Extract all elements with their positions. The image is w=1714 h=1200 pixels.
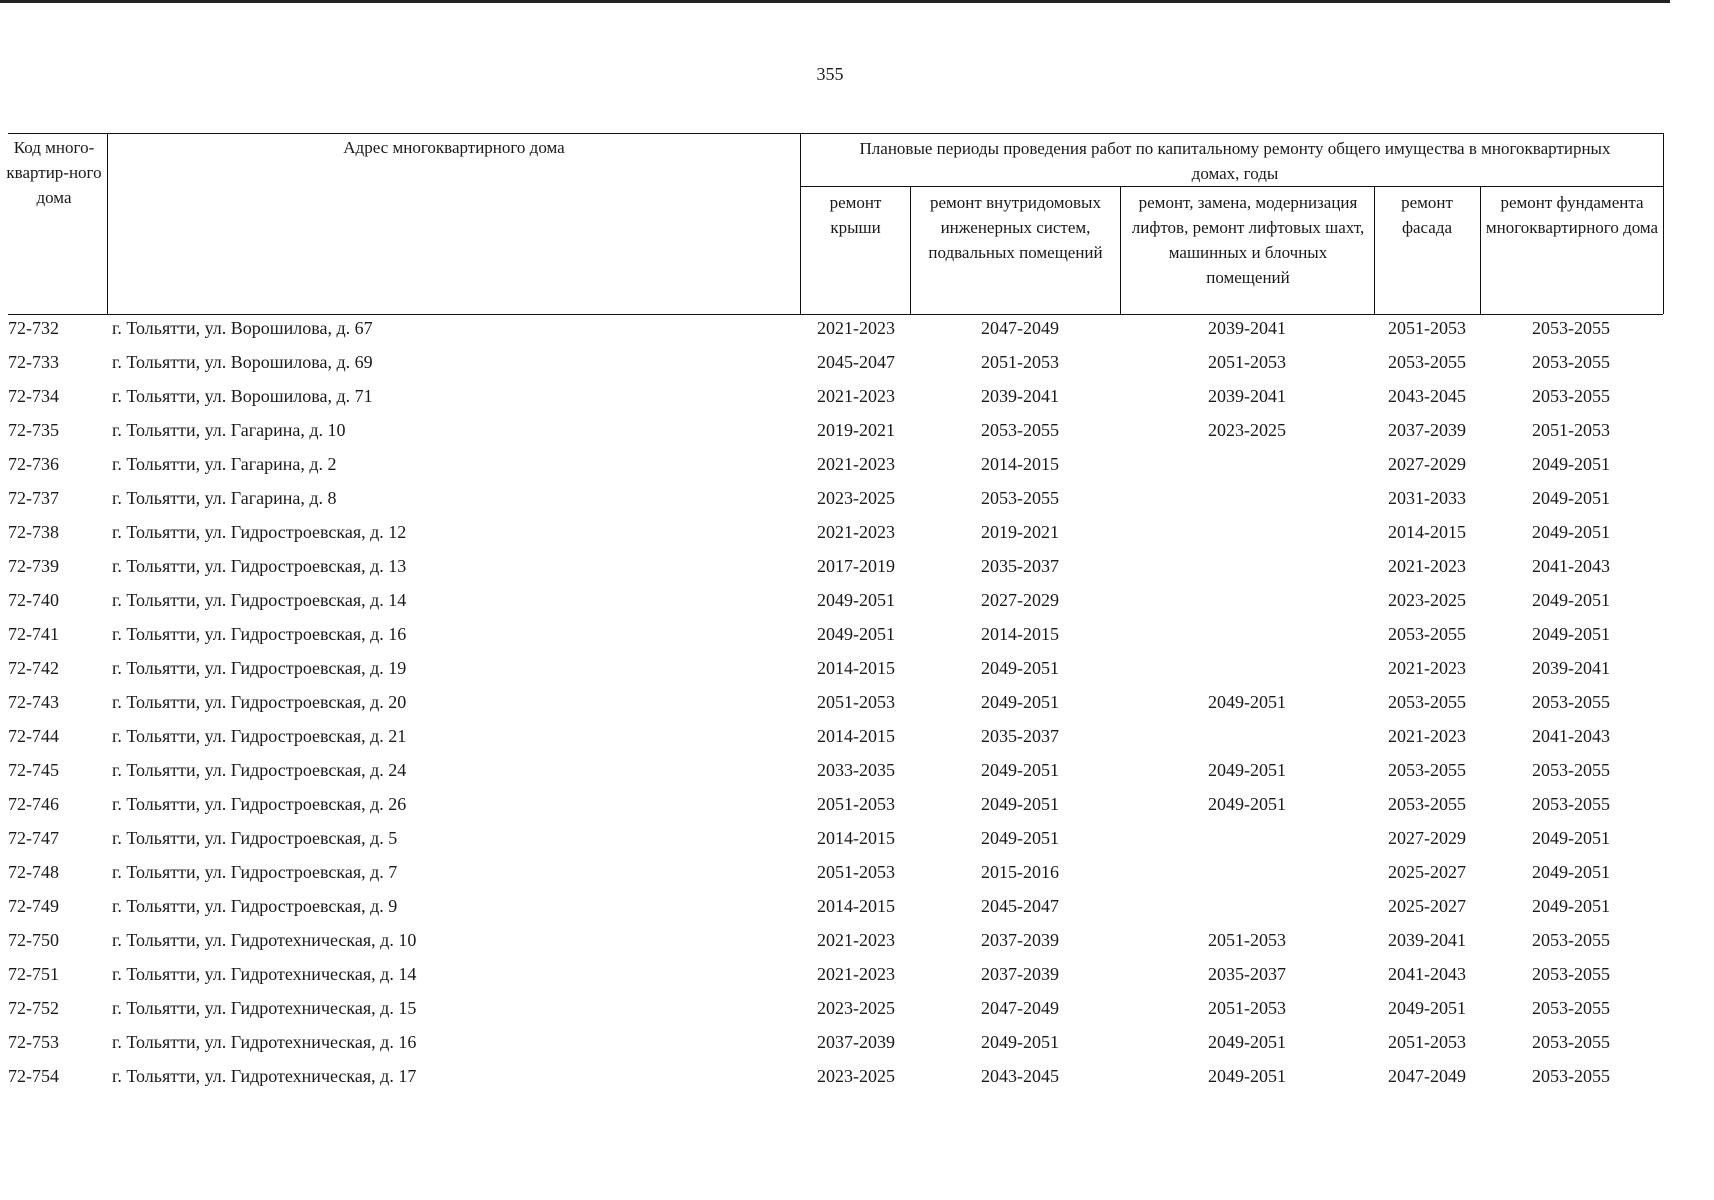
house-code: 72-749 (8, 896, 59, 916)
table-row (0, 352, 1714, 386)
roof-period: 2021-2023 (817, 454, 895, 474)
lifts-period: 2039-2041 (1208, 318, 1286, 338)
roof-period: 2021-2023 (817, 964, 895, 984)
facade-period: 2051-2053 (1388, 1032, 1466, 1052)
foundation-period: 2053-2055 (1532, 998, 1610, 1018)
roof-period: 2037-2039 (817, 1032, 895, 1052)
facade-period: 2039-2041 (1388, 930, 1466, 950)
lifts-period: 2039-2041 (1208, 386, 1286, 406)
facade-period: 2037-2039 (1388, 420, 1466, 440)
house-address: г. Тольятти, ул. Ворошилова, д. 71 (112, 386, 373, 406)
facade-period: 2027-2029 (1388, 828, 1466, 848)
engineering-period: 2039-2041 (981, 386, 1059, 406)
header-divider (1374, 186, 1375, 314)
engineering-period: 2047-2049 (981, 318, 1059, 338)
house-code: 72-751 (8, 964, 59, 984)
foundation-period: 2041-2043 (1532, 556, 1610, 576)
house-address: г. Тольятти, ул. Гидростроевская, д. 16 (112, 624, 407, 644)
foundation-period: 2039-2041 (1532, 658, 1610, 678)
lifts-period: 2051-2053 (1208, 998, 1286, 1018)
foundation-period: 2053-2055 (1532, 930, 1610, 950)
house-code: 72-732 (8, 318, 59, 338)
house-code: 72-741 (8, 624, 59, 644)
house-code: 72-742 (8, 658, 59, 678)
table-row (0, 318, 1714, 352)
house-address: г. Тольятти, ул. Гидростроевская, д. 14 (112, 590, 407, 610)
facade-period: 2053-2055 (1388, 794, 1466, 814)
facade-period: 2041-2043 (1388, 964, 1466, 984)
house-code: 72-753 (8, 1032, 59, 1052)
foundation-period: 2053-2055 (1532, 692, 1610, 712)
header-divider (910, 186, 911, 314)
table-row (0, 998, 1714, 1032)
house-code: 72-740 (8, 590, 59, 610)
roof-period: 2033-2035 (817, 760, 895, 780)
roof-period: 2049-2051 (817, 590, 895, 610)
house-address: г. Тольятти, ул. Гидротехническая, д. 16 (112, 1032, 417, 1052)
house-address: г. Тольятти, ул. Гидротехническая, д. 15 (112, 998, 417, 1018)
foundation-period: 2041-2043 (1532, 726, 1610, 746)
roof-period: 2023-2025 (817, 488, 895, 508)
lifts-period: 2049-2051 (1208, 692, 1286, 712)
table-row (0, 964, 1714, 998)
header-divider (1663, 133, 1664, 314)
facade-period: 2051-2053 (1388, 318, 1466, 338)
house-code: 72-736 (8, 454, 59, 474)
foundation-period: 2049-2051 (1532, 522, 1610, 542)
foundation-period: 2049-2051 (1532, 828, 1610, 848)
header-lifts: ремонт, замена, модернизация лифтов, ремонт лифтовых шахт, машинных и блочных помещений (1131, 193, 1365, 287)
house-code: 72-743 (8, 692, 59, 712)
house-code: 72-735 (8, 420, 59, 440)
house-code: 72-752 (8, 998, 59, 1018)
lifts-period: 2049-2051 (1208, 1032, 1286, 1052)
foundation-period: 2053-2055 (1532, 386, 1610, 406)
table-row (0, 896, 1714, 930)
table-row (0, 692, 1714, 726)
engineering-period: 2049-2051 (981, 1032, 1059, 1052)
engineering-period: 2027-2029 (981, 590, 1059, 610)
header-periods: Плановые периоды проведения работ по капитальному ремонту общего имущества в многоквартирных домах, годы (859, 139, 1611, 183)
engineering-period: 2014-2015 (981, 624, 1059, 644)
foundation-period: 2053-2055 (1532, 760, 1610, 780)
header-facade: ремонт фасада (1401, 193, 1453, 237)
foundation-period: 2049-2051 (1532, 624, 1610, 644)
facade-period: 2053-2055 (1388, 760, 1466, 780)
roof-period: 2051-2053 (817, 862, 895, 882)
lifts-period: 2049-2051 (1208, 760, 1286, 780)
table-row (0, 420, 1714, 454)
engineering-period: 2035-2037 (981, 726, 1059, 746)
table-row (0, 658, 1714, 692)
house-address: г. Тольятти, ул. Гидростроевская, д. 20 (112, 692, 407, 712)
table-row (0, 1032, 1714, 1066)
house-address: г. Тольятти, ул. Гидростроевская, д. 26 (112, 794, 407, 814)
foundation-period: 2049-2051 (1532, 454, 1610, 474)
facade-period: 2053-2055 (1388, 692, 1466, 712)
facade-period: 2021-2023 (1388, 658, 1466, 678)
header-address: Адрес многоквартирного дома (343, 138, 565, 157)
header-divider (800, 133, 801, 314)
engineering-period: 2049-2051 (981, 828, 1059, 848)
roof-period: 2023-2025 (817, 998, 895, 1018)
house-code: 72-739 (8, 556, 59, 576)
house-code: 72-738 (8, 522, 59, 542)
header-roof: ремонт крыши (829, 193, 882, 237)
facade-period: 2023-2025 (1388, 590, 1466, 610)
table-row (0, 386, 1714, 420)
house-address: г. Тольятти, ул. Гидростроевская, д. 5 (112, 828, 398, 848)
facade-period: 2053-2055 (1388, 352, 1466, 372)
roof-period: 2014-2015 (817, 726, 895, 746)
facade-period: 2047-2049 (1388, 1066, 1466, 1086)
house-address: г. Тольятти, ул. Гидротехническая, д. 17 (112, 1066, 417, 1086)
house-address: г. Тольятти, ул. Гагарина, д. 8 (112, 488, 337, 508)
engineering-period: 2049-2051 (981, 760, 1059, 780)
roof-period: 2014-2015 (817, 896, 895, 916)
header-top-line (8, 133, 1663, 134)
foundation-period: 2053-2055 (1532, 318, 1610, 338)
house-address: г. Тольятти, ул. Гидростроевская, д. 19 (112, 658, 407, 678)
roof-period: 2021-2023 (817, 930, 895, 950)
house-address: г. Тольятти, ул. Гидростроевская, д. 12 (112, 522, 407, 542)
engineering-period: 2053-2055 (981, 488, 1059, 508)
house-code: 72-747 (8, 828, 59, 848)
engineering-period: 2014-2015 (981, 454, 1059, 474)
house-address: г. Тольятти, ул. Гагарина, д. 10 (112, 420, 346, 440)
facade-period: 2049-2051 (1388, 998, 1466, 1018)
scan-top-edge (0, 0, 1670, 3)
foundation-period: 2053-2055 (1532, 1032, 1610, 1052)
house-code: 72-754 (8, 1066, 59, 1086)
engineering-period: 2035-2037 (981, 556, 1059, 576)
lifts-period: 2023-2025 (1208, 420, 1286, 440)
foundation-period: 2053-2055 (1532, 794, 1610, 814)
foundation-period: 2053-2055 (1532, 352, 1610, 372)
lifts-period: 2035-2037 (1208, 964, 1286, 984)
house-code: 72-737 (8, 488, 59, 508)
foundation-period: 2049-2051 (1532, 896, 1610, 916)
table-row (0, 760, 1714, 794)
roof-period: 2017-2019 (817, 556, 895, 576)
foundation-period: 2049-2051 (1532, 862, 1610, 882)
facade-period: 2027-2029 (1388, 454, 1466, 474)
engineering-period: 2045-2047 (981, 896, 1059, 916)
roof-period: 2021-2023 (817, 522, 895, 542)
facade-period: 2021-2023 (1388, 726, 1466, 746)
house-code: 72-734 (8, 386, 59, 406)
header-bottom-line (8, 314, 1663, 315)
table-row (0, 828, 1714, 862)
roof-period: 2021-2023 (817, 318, 895, 338)
header-foundation: ремонт фундамента многоквартирного дома (1485, 193, 1659, 237)
house-code: 72-745 (8, 760, 59, 780)
facade-period: 2053-2055 (1388, 624, 1466, 644)
house-code: 72-750 (8, 930, 59, 950)
foundation-period: 2053-2055 (1532, 1066, 1610, 1086)
roof-period: 2049-2051 (817, 624, 895, 644)
roof-period: 2019-2021 (817, 420, 895, 440)
house-code: 72-746 (8, 794, 59, 814)
table-row (0, 930, 1714, 964)
engineering-period: 2049-2051 (981, 692, 1059, 712)
page-number: 355 (816, 64, 844, 84)
engineering-period: 2037-2039 (981, 964, 1059, 984)
facade-period: 2031-2033 (1388, 488, 1466, 508)
table-row (0, 624, 1714, 658)
house-address: г. Тольятти, ул. Гагарина, д. 2 (112, 454, 337, 474)
house-address: г. Тольятти, ул. Гидростроевская, д. 13 (112, 556, 407, 576)
table-row (0, 488, 1714, 522)
house-address: г. Тольятти, ул. Гидростроевская, д. 24 (112, 760, 407, 780)
house-address: г. Тольятти, ул. Гидростроевская, д. 9 (112, 896, 398, 916)
engineering-period: 2053-2055 (981, 420, 1059, 440)
engineering-period: 2043-2045 (981, 1066, 1059, 1086)
engineering-period: 2049-2051 (981, 794, 1059, 814)
table-row (0, 556, 1714, 590)
lifts-period: 2051-2053 (1208, 930, 1286, 950)
header-engineering: ремонт внутридомовых инженерных систем, подвальных помещений (928, 193, 1103, 262)
lifts-period: 2051-2053 (1208, 352, 1286, 372)
engineering-period: 2049-2051 (981, 658, 1059, 678)
house-address: г. Тольятти, ул. Ворошилова, д. 69 (112, 352, 373, 372)
roof-period: 2014-2015 (817, 828, 895, 848)
foundation-period: 2053-2055 (1532, 964, 1610, 984)
foundation-period: 2051-2053 (1532, 420, 1610, 440)
roof-period: 2021-2023 (817, 386, 895, 406)
facade-period: 2025-2027 (1388, 896, 1466, 916)
header-divider (1120, 186, 1121, 314)
roof-period: 2014-2015 (817, 658, 895, 678)
facade-period: 2025-2027 (1388, 862, 1466, 882)
table-row (0, 794, 1714, 828)
header-divider (1480, 186, 1481, 314)
house-address: г. Тольятти, ул. Гидростроевская, д. 21 (112, 726, 407, 746)
roof-period: 2051-2053 (817, 692, 895, 712)
table-row (0, 454, 1714, 488)
roof-period: 2051-2053 (817, 794, 895, 814)
engineering-period: 2019-2021 (981, 522, 1059, 542)
lifts-period: 2049-2051 (1208, 1066, 1286, 1086)
engineering-period: 2015-2016 (981, 862, 1059, 882)
house-code: 72-748 (8, 862, 59, 882)
house-code: 72-744 (8, 726, 59, 746)
header-divider (107, 133, 108, 314)
facade-period: 2014-2015 (1388, 522, 1466, 542)
house-code: 72-733 (8, 352, 59, 372)
facade-period: 2021-2023 (1388, 556, 1466, 576)
house-address: г. Тольятти, ул. Ворошилова, д. 67 (112, 318, 373, 338)
foundation-period: 2049-2051 (1532, 488, 1610, 508)
house-address: г. Тольятти, ул. Гидротехническая, д. 10 (112, 930, 417, 950)
lifts-period: 2049-2051 (1208, 794, 1286, 814)
table-row (0, 726, 1714, 760)
facade-period: 2043-2045 (1388, 386, 1466, 406)
table-row (0, 590, 1714, 624)
roof-period: 2045-2047 (817, 352, 895, 372)
header-code: Код много-квартир-ного дома (6, 138, 102, 207)
roof-period: 2023-2025 (817, 1066, 895, 1086)
house-address: г. Тольятти, ул. Гидростроевская, д. 7 (112, 862, 398, 882)
table-row (0, 1066, 1714, 1100)
engineering-period: 2037-2039 (981, 930, 1059, 950)
table-row (0, 522, 1714, 556)
foundation-period: 2049-2051 (1532, 590, 1610, 610)
header-sub-line (800, 186, 1663, 187)
engineering-period: 2051-2053 (981, 352, 1059, 372)
table-row (0, 862, 1714, 896)
engineering-period: 2047-2049 (981, 998, 1059, 1018)
house-address: г. Тольятти, ул. Гидротехническая, д. 14 (112, 964, 417, 984)
